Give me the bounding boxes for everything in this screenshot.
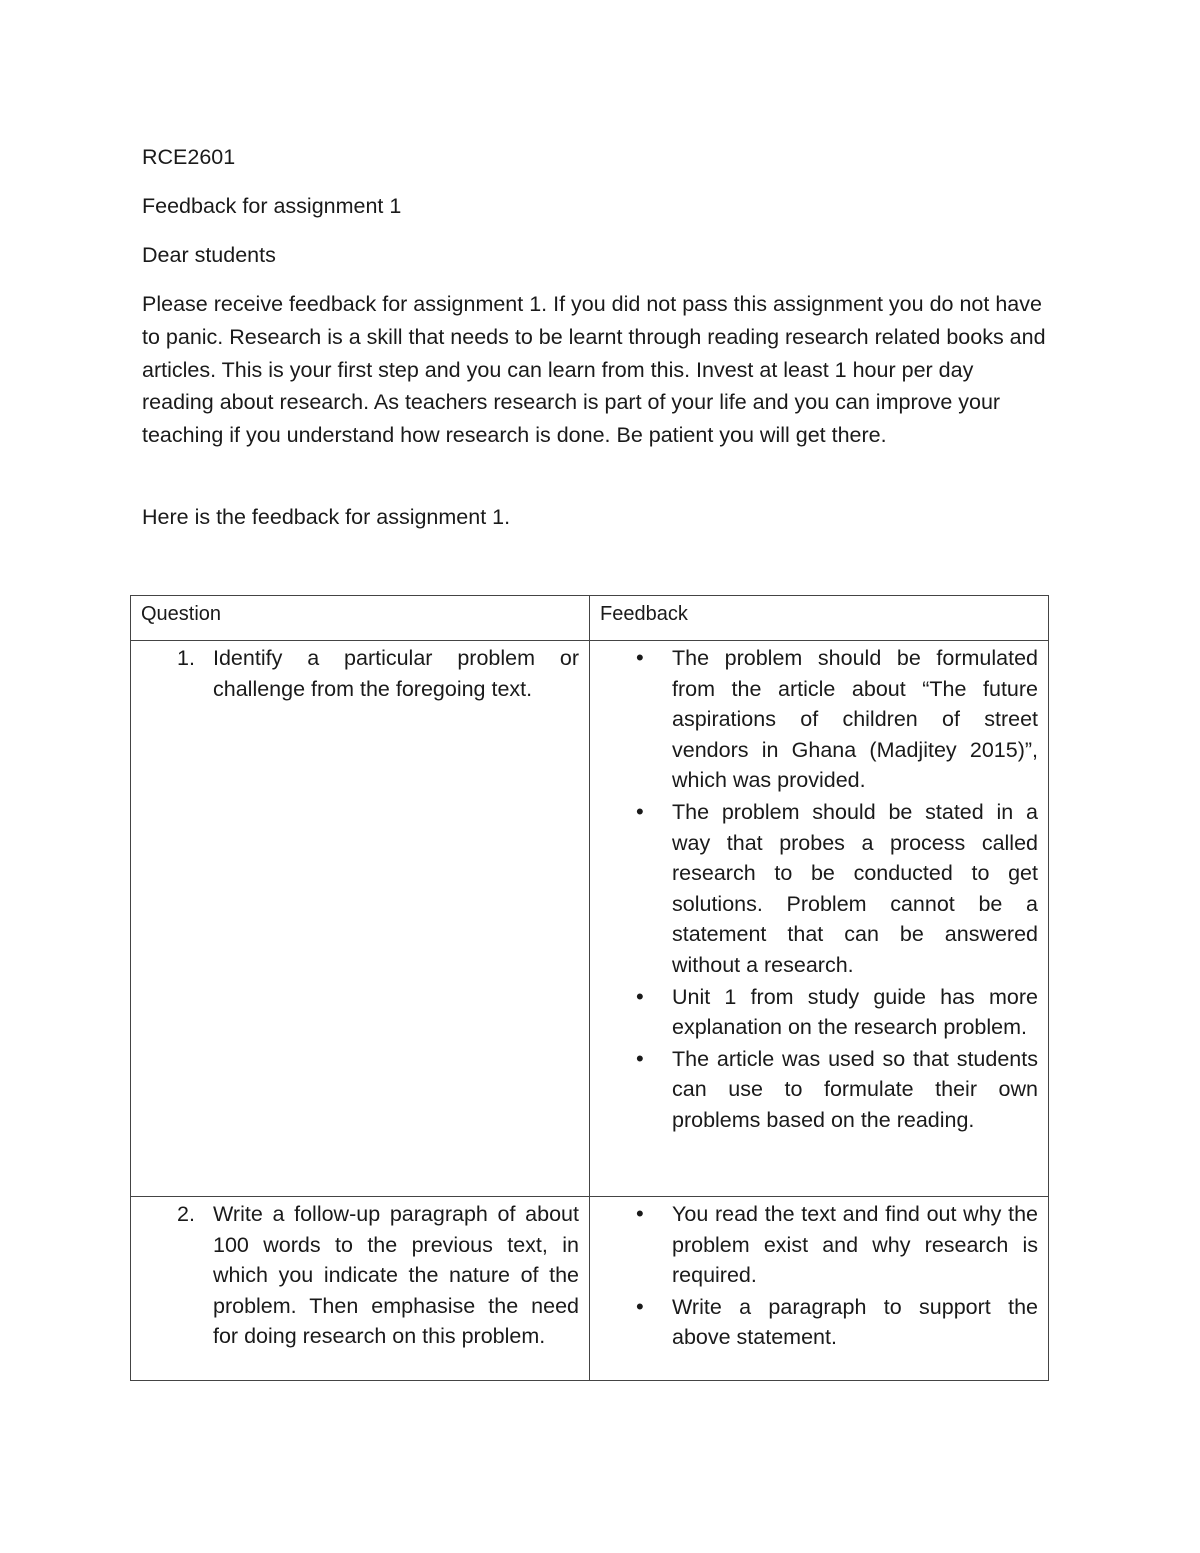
question-cell [131, 1197, 590, 1381]
bullet-icon: • [636, 1045, 644, 1071]
bullet-icon: • [636, 1201, 644, 1226]
greeting: Dear students [142, 243, 276, 267]
bullet-icon: • [636, 645, 644, 670]
feedback-list [590, 643, 1038, 1136]
feedback-item [590, 1292, 1038, 1353]
question-number: 1. [177, 646, 195, 670]
intro-paragraph: Please receive feedback for assignment 1. If you did not pass this assignment you do not have to panic. Research is a skill that needs to be learnt through reading research related books and articles. This is your first step and you can learn from this. Invest at least 1 hour per day reading about research. As teachers research is part of your life and you can improve your teaching if you understand how research is done. Be patient you will get there. [142, 292, 1046, 448]
feedback-item [590, 643, 1038, 796]
feedback-table [130, 595, 1049, 1381]
bullet-icon: • [636, 798, 644, 824]
question-text: Identify a particular problem or challenge from the foregoing text. [213, 646, 579, 701]
feedback-item-text: The problem should be stated in a way that probes a process called research to be conducted to get solutions. Problem cannot be a statement that can be answered without a research. [672, 799, 1038, 977]
document-title: Feedback for assignment 1 [142, 194, 402, 218]
feedback-cell [590, 1197, 1049, 1381]
table-row [131, 1197, 1049, 1381]
feedback-item-text: Unit 1 from study guide has more explanation on the research problem. [672, 984, 1038, 1040]
feedback-item [590, 1199, 1038, 1291]
table-row [131, 641, 1049, 1197]
course-code: RCE2601 [142, 145, 236, 169]
closing-line: Here is the feedback for assignment 1. [142, 505, 511, 529]
feedback-item-text: Write a paragraph to support the above statement. [672, 1294, 1038, 1350]
bullet-icon: • [636, 983, 644, 1009]
feedback-list [590, 1199, 1038, 1353]
question-text: Write a follow-up paragraph of about 100 words to the previous text, in which you indicate the nature of the problem. Then emphasise the need for doing research on this problem. [213, 1202, 579, 1349]
question-cell [131, 641, 590, 1197]
question-column-header: Question [131, 596, 590, 641]
feedback-item [590, 797, 1038, 981]
feedback-column-header: Feedback [590, 596, 1049, 641]
bullet-icon: • [636, 1293, 644, 1319]
feedback-item [590, 982, 1038, 1043]
question-number: 2. [177, 1202, 195, 1226]
feedback-item-text: The article was used so that students can use to formulate their own problems based on the reading. [672, 1046, 1038, 1132]
feedback-item-text: You read the text and find out why the problem exist and why research is required. [672, 1202, 1038, 1288]
table-header-row [131, 596, 1049, 641]
feedback-cell [590, 641, 1049, 1197]
feedback-item-text: The problem should be formulated from the article about “The future aspirations of children of street vendors in Ghana (Madjitey 2015)”, which was provided. [672, 646, 1038, 793]
feedback-item [590, 1044, 1038, 1136]
